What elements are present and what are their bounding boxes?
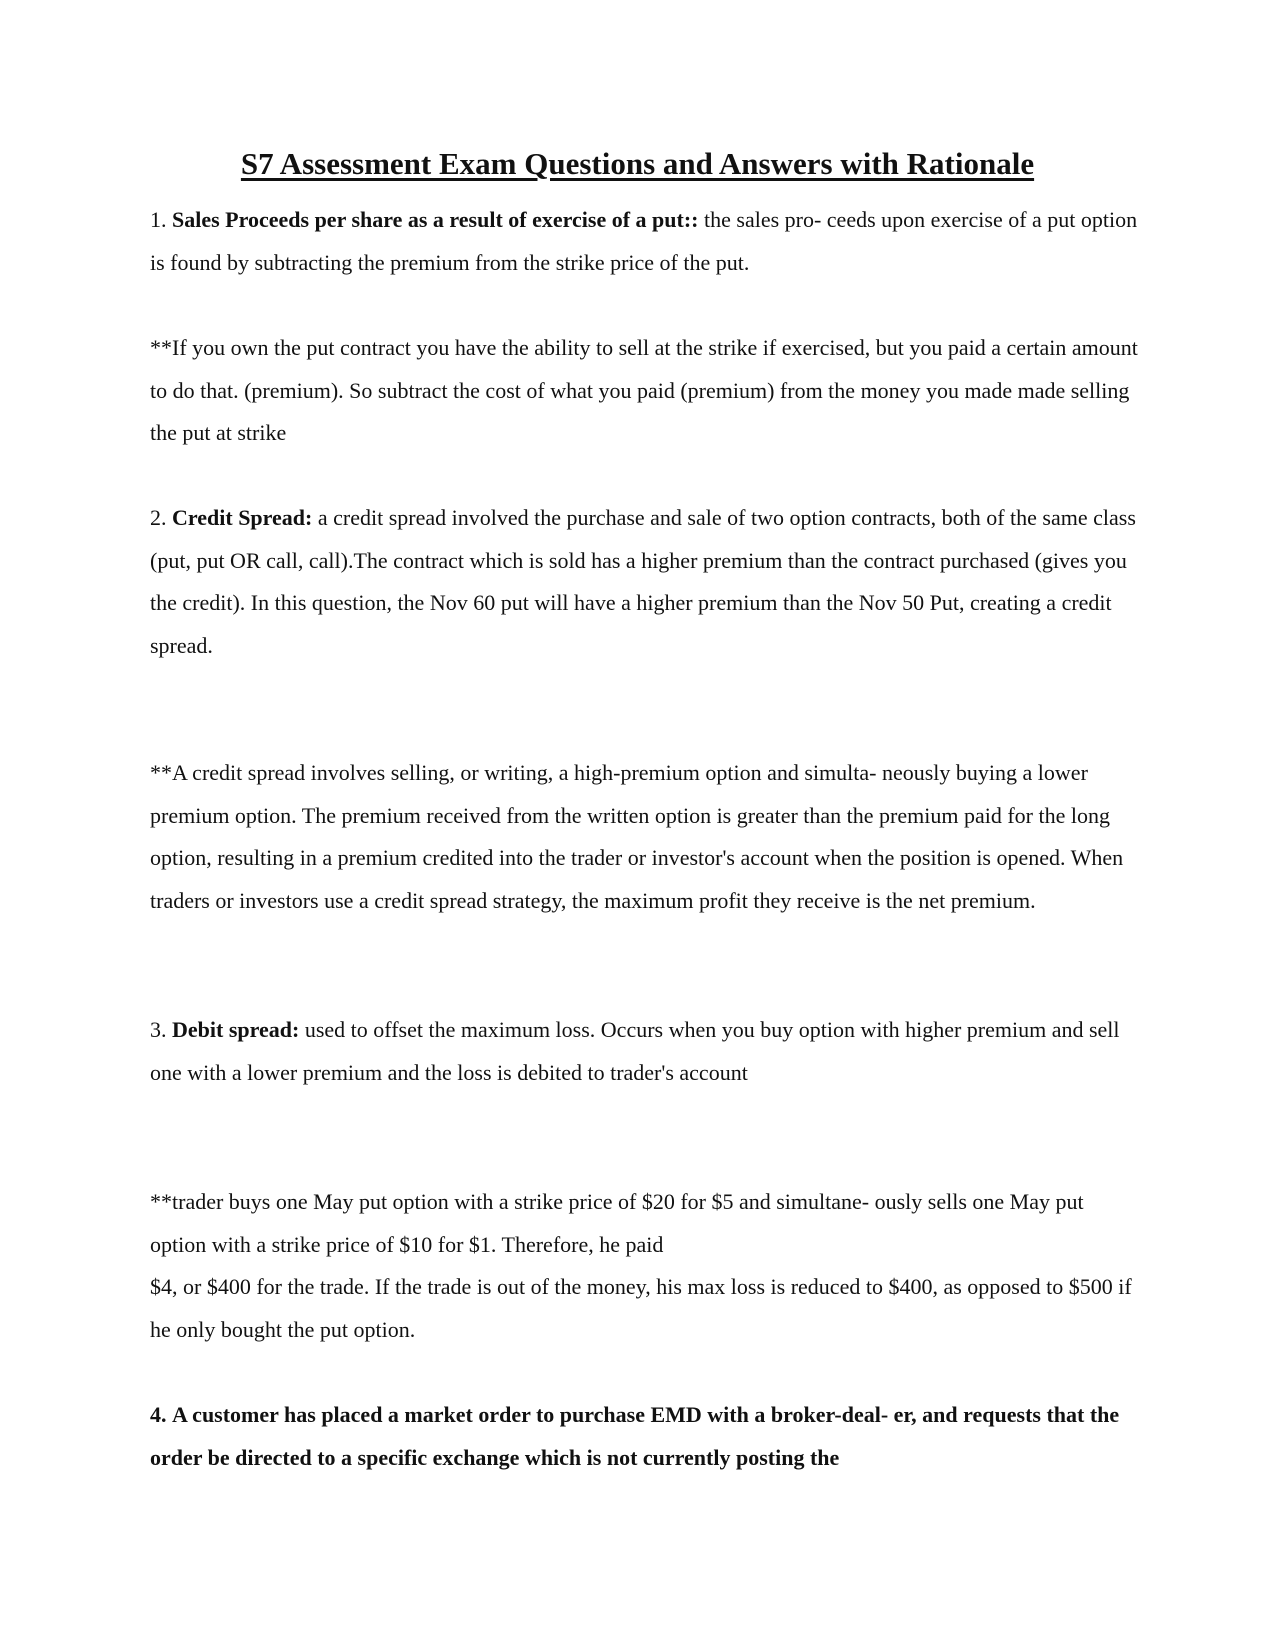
question-2	[150, 497, 1140, 667]
question-3-rationale-line-2: $4, or $400 for the trade. If the trade is out of the money, his max loss is reduced to $400, as opposed to $500 if he only bought the put option.	[150, 1274, 1132, 1342]
question-1	[150, 199, 1140, 284]
question-4	[150, 1394, 1140, 1479]
question-3	[150, 1009, 1140, 1094]
question-3-rationale-line-1: **trader buys one May put option with a strike price of $20 for $5 and simultane- ously sells one May put option with a strike price of $10 for $1. Therefore, he paid	[150, 1189, 1084, 1257]
question-3-answer: used to offset the maximum loss. Occurs when you buy option with higher premium and sell one with a lower premium and the loss is debited to trader's account	[150, 1017, 1120, 1085]
question-1-answer: the sales pro- ceeds upon exercise of a put option is found by subtracting the premium from the strike price of the put.	[150, 207, 1138, 275]
page-title: S7 Assessment Exam Questions and Answers with Rationale	[240, 146, 1035, 181]
question-3-term: Debit spread:	[172, 1017, 300, 1042]
question-2-rationale: **A credit spread involves selling, or writing, a high-premium option and simulta- neously buying a lower premium option. The premium received from the written option is greater than the premium paid for the long option, resulting in a premium credited into the trader or investor's account when the position is opened. When traders or investors use a credit spread strategy, the maximum profit they receive is the net premium.	[150, 760, 1124, 913]
question-3-rationale	[150, 1181, 1140, 1351]
question-4-term: A customer has placed a market order to purchase EMD with a broker-deal- er, and requests that the order be directed to a specific exchange which is not currently posting the	[150, 1402, 1120, 1470]
question-1-term: Sales Proceeds per share as a result of exercise of a put::	[172, 207, 699, 232]
question-4-number: 4.	[150, 1402, 167, 1427]
question-2-number: 2.	[150, 505, 167, 530]
question-2-answer: a credit spread involved the purchase and sale of two option contracts, both of the same class (put, put OR call, call).The contract which is sold has a higher premium than the contract purchased (gives you the credit). In this question, the Nov 60 put will have a higher premium than the Nov 50 Put, creating a credit spread.	[150, 505, 1136, 658]
question-1-number: 1.	[150, 207, 167, 232]
question-3-number: 3.	[150, 1017, 167, 1042]
question-1-rationale: **If you own the put contract you have the ability to sell at the strike if exercised, but you paid a certain amount to do that. (premium). So subtract the cost of what you paid (premium) from the money you made made selling the put at strike	[150, 335, 1138, 445]
question-2-term: Credit Spread:	[172, 505, 313, 530]
